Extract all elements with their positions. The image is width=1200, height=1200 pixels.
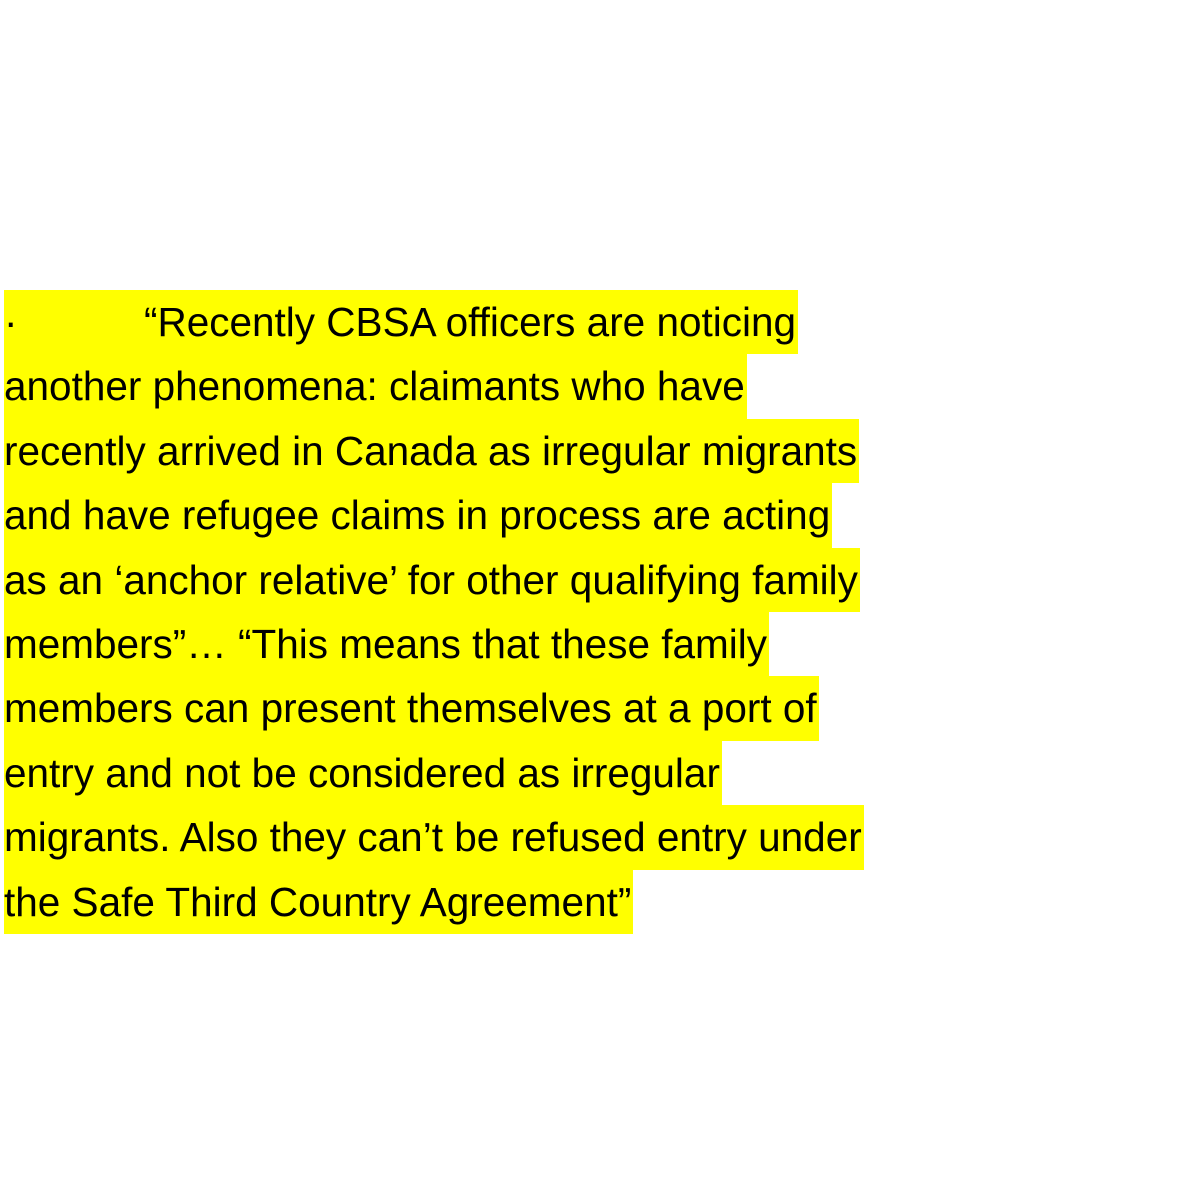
highlight: and have refugee claims in process are acting bbox=[4, 483, 832, 547]
quote-line-10 bbox=[4, 870, 1194, 934]
highlight: members”… “This means that these family bbox=[4, 612, 769, 676]
highlight: members can present themselves at a port of bbox=[4, 676, 819, 740]
quote-line-6 bbox=[4, 612, 1194, 676]
highlight: migrants. Also they can’t be refused entry under bbox=[4, 805, 864, 869]
highlighted-quote bbox=[4, 290, 1194, 934]
quote-line-9 bbox=[4, 805, 1194, 869]
highlight: entry and not be considered as irregular bbox=[4, 741, 722, 805]
quote-line-5 bbox=[4, 548, 1194, 612]
bullet: · bbox=[4, 299, 18, 345]
quote-line-3 bbox=[4, 419, 1194, 483]
highlight: recently arrived in Canada as irregular migrants bbox=[4, 419, 859, 483]
quote-line-8 bbox=[4, 741, 1194, 805]
quote-line-2 bbox=[4, 354, 1194, 418]
quote-text: “Recently CBSA officers are noticing bbox=[144, 299, 797, 345]
highlight bbox=[4, 290, 798, 354]
highlight: as an ‘anchor relative’ for other qualifying family bbox=[4, 548, 860, 612]
highlight: the Safe Third Country Agreement” bbox=[4, 870, 633, 934]
quote-line-4 bbox=[4, 483, 1194, 547]
quote-line-7 bbox=[4, 676, 1194, 740]
quote-line-1 bbox=[4, 290, 1194, 354]
highlight: another phenomena: claimants who have bbox=[4, 354, 747, 418]
